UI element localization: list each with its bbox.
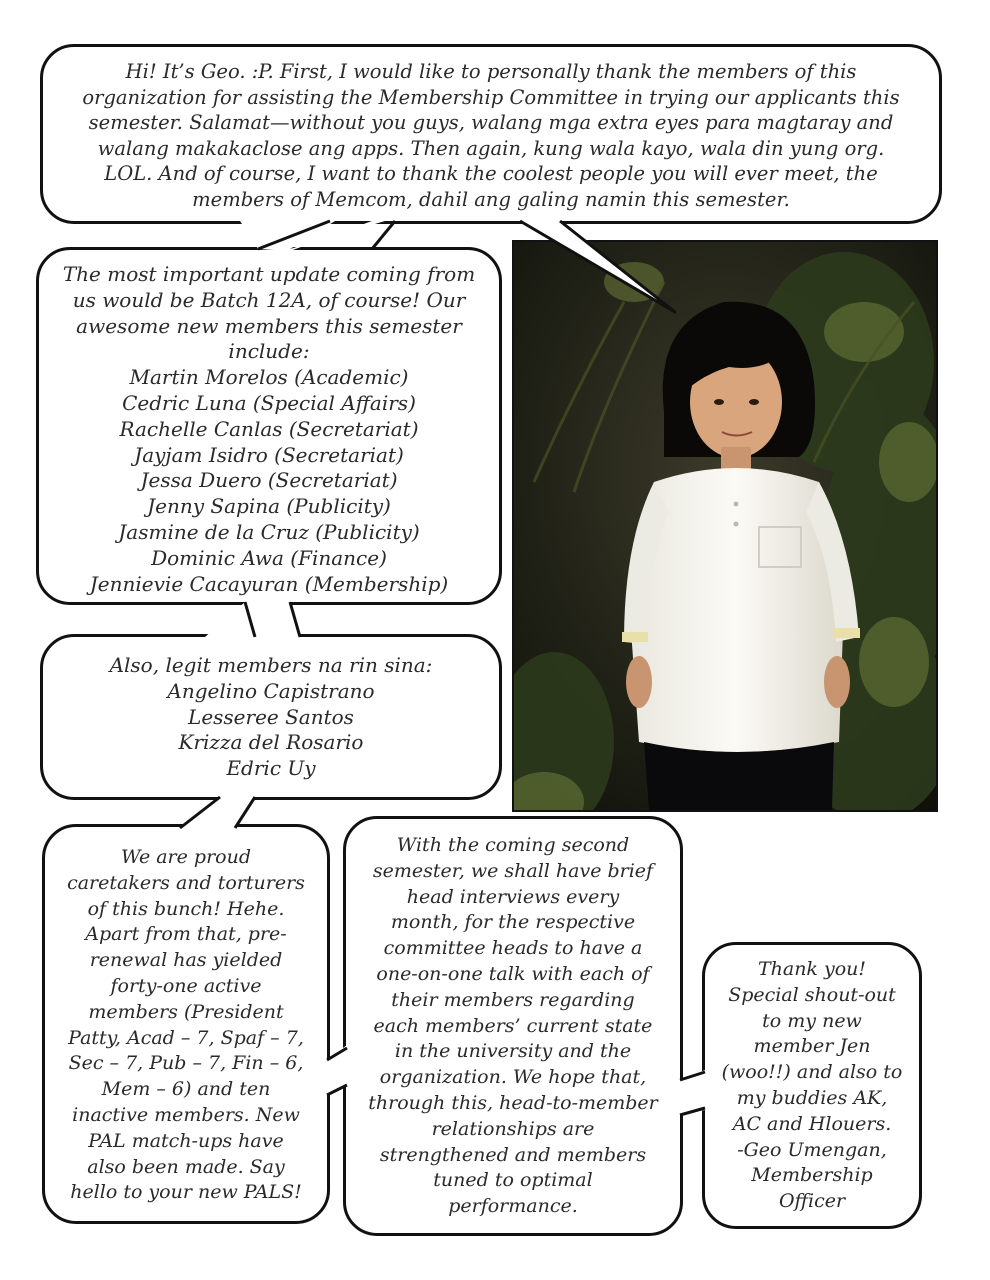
thanks-line: Officer bbox=[778, 1190, 846, 1213]
intro-line: semester. Salamat—without you guys, walang mga extra eyes para magtaray and bbox=[88, 111, 894, 135]
proud-line: caretakers and torturers bbox=[67, 871, 305, 894]
legit-members-text bbox=[55, 653, 487, 782]
thanks-line: to my new bbox=[762, 1009, 862, 1032]
proud-line: renewal has yielded bbox=[89, 949, 283, 972]
thanks-line: (woo!!) and also to bbox=[721, 1061, 903, 1084]
proud-line: Sec – 7, Pub – 7, Fin – 6, bbox=[68, 1052, 304, 1075]
connector-top-left-b bbox=[372, 221, 395, 249]
proud-text bbox=[51, 845, 321, 1206]
proud-line: inactive members. New bbox=[72, 1103, 300, 1126]
intro-line: LOL. And of course, I want to thank the coolest people you will ever meet, the bbox=[104, 162, 878, 186]
speech-bubble-legit-members bbox=[40, 634, 502, 800]
new-member-item: Jessa Duero (Secretariat) bbox=[140, 468, 398, 493]
proud-line: forty-one active bbox=[110, 974, 262, 997]
legit-member-item: Lesseree Santos bbox=[188, 704, 354, 729]
thanks-line: my buddies AK, bbox=[736, 1086, 888, 1109]
speech-bubble-thank-you bbox=[702, 942, 922, 1229]
batch-intro-line: us would be Batch 12A, of course! Our bbox=[72, 287, 466, 312]
proud-line: PAL match-ups have bbox=[88, 1129, 284, 1152]
new-member-item: Jennievie Cacayuran (Membership) bbox=[89, 571, 449, 596]
semester-line: one-on-one talk with each of bbox=[376, 962, 650, 985]
speech-bubble-proud-caretakers bbox=[42, 824, 330, 1224]
proud-line: also been made. Say bbox=[87, 1155, 285, 1178]
semester-line: in the university and the bbox=[394, 1040, 632, 1063]
semester-line: each members’ current state bbox=[373, 1014, 653, 1037]
connector-middle-a bbox=[245, 602, 255, 637]
semester-line: semester, we shall have brief bbox=[372, 859, 654, 882]
legit-member-item: Krizza del Rosario bbox=[178, 730, 364, 755]
proud-line: Mem – 6) and ten bbox=[101, 1078, 271, 1101]
new-member-item: Martin Morelos (Academic) bbox=[129, 365, 409, 390]
intro-text bbox=[65, 59, 917, 213]
proud-line: We are proud bbox=[120, 846, 252, 868]
semester-line: their members regarding bbox=[391, 988, 635, 1011]
new-member-item: Jasmine de la Cruz (Publicity) bbox=[118, 519, 420, 544]
connector-middle-b bbox=[290, 602, 300, 637]
new-member-item: Dominic Awa (Finance) bbox=[151, 545, 387, 570]
intro-line: organization for assisting the Membership Committee in trying our applicants this bbox=[82, 85, 900, 109]
new-members-list bbox=[53, 365, 485, 597]
speech-bubble-second-semester bbox=[343, 816, 683, 1236]
speech-bubble-intro bbox=[40, 44, 942, 224]
proud-line: of this bunch! Hehe. bbox=[87, 897, 285, 920]
portrait-illustration bbox=[514, 242, 936, 810]
proud-line: Apart from that, pre- bbox=[85, 923, 287, 946]
semester-line: performance. bbox=[448, 1195, 578, 1218]
legit-intro: Also, legit members na rin sina: bbox=[109, 653, 433, 677]
batch-intro-text bbox=[53, 262, 485, 365]
thanks-line: Thank you! bbox=[757, 958, 867, 980]
intro-line: walang makakaclose ang apps. Then again, kung wala kayo, wala din yung org. bbox=[97, 136, 885, 160]
semester-line: With the coming second bbox=[396, 834, 630, 856]
thanks-line: Membership bbox=[751, 1164, 873, 1187]
thanks-line: member Jen bbox=[753, 1035, 871, 1058]
semester-line: relationships are bbox=[431, 1117, 595, 1140]
proud-line: hello to your new PALS! bbox=[70, 1181, 302, 1204]
speech-bubble-batch-12a bbox=[36, 247, 502, 605]
batch-intro-line: include: bbox=[228, 339, 310, 364]
thanks-text bbox=[709, 957, 915, 1215]
intro-line: Hi! It’s Geo. :P. First, I would like to personally thank the members of this bbox=[125, 60, 857, 83]
semester-line: through this, head-to-member bbox=[368, 1091, 658, 1114]
thanks-line: Special shout-out bbox=[728, 983, 896, 1006]
batch-intro-line: The most important update coming from bbox=[62, 262, 476, 286]
connector-top-left-a bbox=[258, 221, 330, 249]
semester-text bbox=[352, 833, 674, 1220]
new-member-item: Cedric Luna (Special Affairs) bbox=[122, 390, 416, 415]
proud-line: Patty, Acad – 7, Spaf – 7, bbox=[68, 1026, 304, 1049]
semester-line: committee heads to have a bbox=[383, 937, 643, 960]
semester-line: month, for the respective bbox=[390, 911, 636, 934]
semester-line: organization. We hope that, bbox=[379, 1066, 647, 1089]
legit-member-item: Edric Uy bbox=[226, 756, 316, 781]
thanks-line: -Geo Umengan, bbox=[737, 1138, 887, 1161]
portrait-photo bbox=[512, 240, 938, 812]
new-member-item: Jenny Sapina (Publicity) bbox=[147, 494, 391, 519]
intro-line: members of Memcom, dahil ang galing namin this semester. bbox=[192, 187, 790, 211]
legit-member-item: Angelino Capistrano bbox=[167, 678, 375, 703]
semester-line: strengthened and members bbox=[379, 1143, 647, 1166]
connector-middle bbox=[205, 602, 300, 637]
new-member-item: Rachelle Canlas (Secretariat) bbox=[119, 416, 419, 441]
thanks-line: AC and Hlouers. bbox=[732, 1112, 892, 1135]
new-member-item: Jayjam Isidro (Secretariat) bbox=[134, 442, 404, 467]
batch-intro-line: awesome new members this semester bbox=[76, 313, 462, 338]
proud-line: members (President bbox=[88, 1000, 284, 1023]
semester-line: tuned to optimal bbox=[433, 1169, 593, 1192]
semester-line: head interviews every bbox=[406, 885, 620, 908]
